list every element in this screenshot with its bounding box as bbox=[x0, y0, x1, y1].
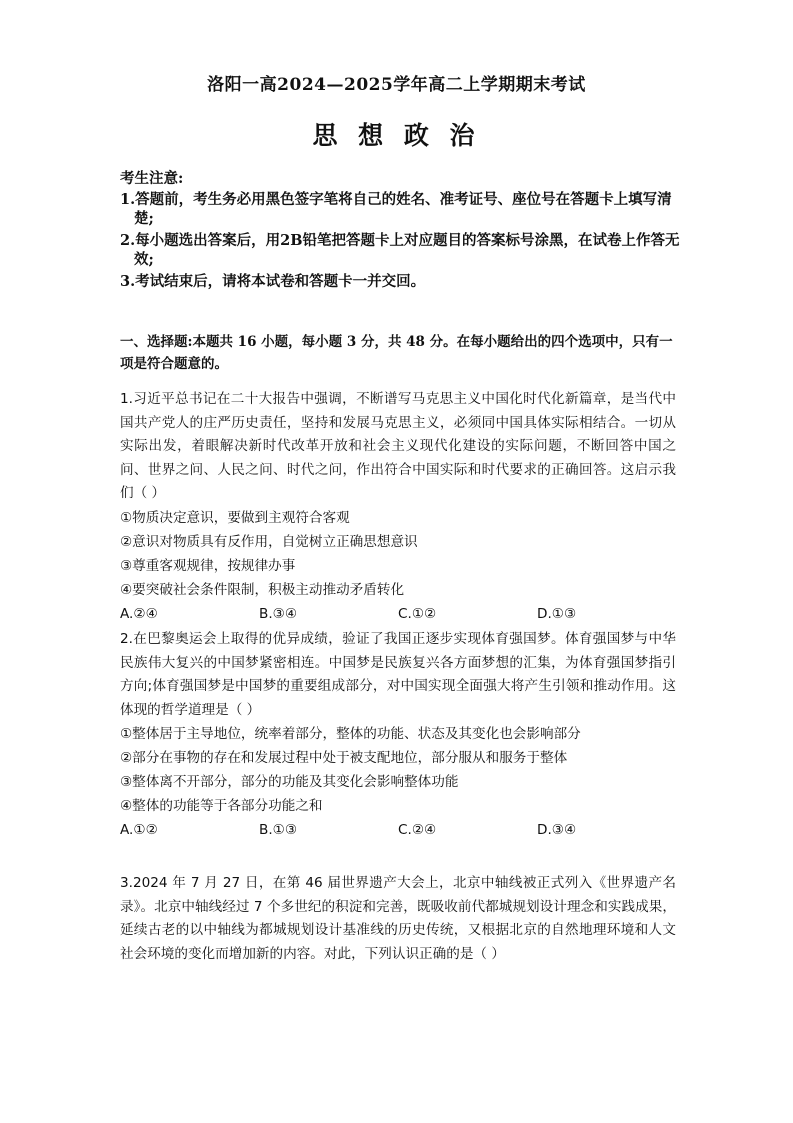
note-item: 2.每小题选出答案后，用2B铅笔把答题卡上对应题目的答案标号涂黑，在试卷上作答无效; bbox=[120, 232, 680, 268]
statement-option: ②部分在事物的存在和发展过程中处于被支配地位，部分服从和服务于整体 bbox=[120, 750, 568, 766]
statement-option: ④整体的功能等于各部分功能之和 bbox=[120, 798, 323, 814]
choice-a: A.①② bbox=[120, 822, 158, 838]
question-3 bbox=[120, 872, 676, 966]
exam-title: 洛阳一高2024—2025学年高二上学期期末考试 bbox=[207, 75, 586, 95]
statement-option: ③整体离不开部分，部分的功能及其变化会影响整体功能 bbox=[120, 774, 459, 790]
answer-choices bbox=[120, 818, 676, 842]
choice-d: D.①③ bbox=[537, 605, 577, 622]
note-item: 1.答题前，考生务必用黑色签字笔将自己的姓名、准考证号、座位号在答题卡上填写清楚; bbox=[120, 191, 672, 227]
choice-c: C.②④ bbox=[398, 822, 437, 838]
question-stem: 2.在巴黎奥运会上取得的优异成绩，验证了我国正逐步实现体育强国梦。体育强国梦与中华民族伟大复兴的中国梦紧密相连。中国梦是民族复兴各方面梦想的汇集，为体育强国梦指引方向;体育强国梦是中国梦的重要组成部分，对中国实现全面强大将产生引领和推动作用。这体现的哲学道理是（ ） bbox=[120, 631, 676, 718]
question-1 bbox=[120, 388, 676, 626]
choice-c: C.①② bbox=[398, 605, 437, 622]
subject-title: 思 想 政 治 bbox=[312, 121, 481, 150]
choice-b: B.③④ bbox=[259, 605, 298, 622]
candidate-notes bbox=[120, 168, 680, 294]
statement-option: ①物质决定意识，要做到主观符合客观 bbox=[120, 509, 350, 526]
answer-choices bbox=[120, 602, 676, 626]
statement-option: ①整体居于主导地位，统率着部分，整体的功能、状态及其变化也会影响部分 bbox=[120, 726, 581, 742]
section-heading: 一、选择题:本题共 16 小题，每小题 3 分，共 48 分。在每小题给出的四个选项中，只有一项是符合题意的。 bbox=[120, 334, 673, 372]
statement-option: ②意识对物质具有反作用，自觉树立正确思想意识 bbox=[120, 533, 418, 550]
choice-b: B.①③ bbox=[259, 822, 298, 838]
notes-heading: 考生注意: bbox=[120, 170, 184, 187]
note-item: 3.考试结束后，请将本试卷和答题卡一并交回。 bbox=[120, 273, 426, 290]
question-stem: 3.2024 年 7 月 27 日，在第 46 届世界遗产大会上，北京中轴线被正式列入《世界遗产名录》。北京中轴线经过 7 个多世纪的积淀和完善，既吸收前代都城规划设计理念和实践成果，延续古老的以中轴线为都城规划设计基准线的历史传统，又根据北京的自然地理环境和人文社会环境的变化而增加新的内容。对此，下列认识正确的是（ ） bbox=[120, 875, 676, 962]
statement-option: ④要突破社会条件限制，积极主动推动矛盾转化 bbox=[120, 581, 405, 598]
question-2 bbox=[120, 628, 676, 842]
choice-a: A.②④ bbox=[120, 605, 158, 622]
choice-d: D.③④ bbox=[537, 822, 577, 838]
statement-option: ③尊重客观规律，按规律办事 bbox=[120, 557, 296, 574]
question-stem: 1.习近平总书记在二十大报告中强调，不断谱写马克思主义中国化时代化新篇章，是当代中国共产党人的庄严历史责任，坚持和发展马克思主义，必须同中国具体实际相结合。一切从实际出发，着眼解决新时代改革开放和社会主义现代化建设的实际问题，不断回答中国之问、世界之问、人民之问、时代之问，作出符合中国实际和时代要求的正确回答。这启示我们（ ） bbox=[120, 391, 676, 501]
